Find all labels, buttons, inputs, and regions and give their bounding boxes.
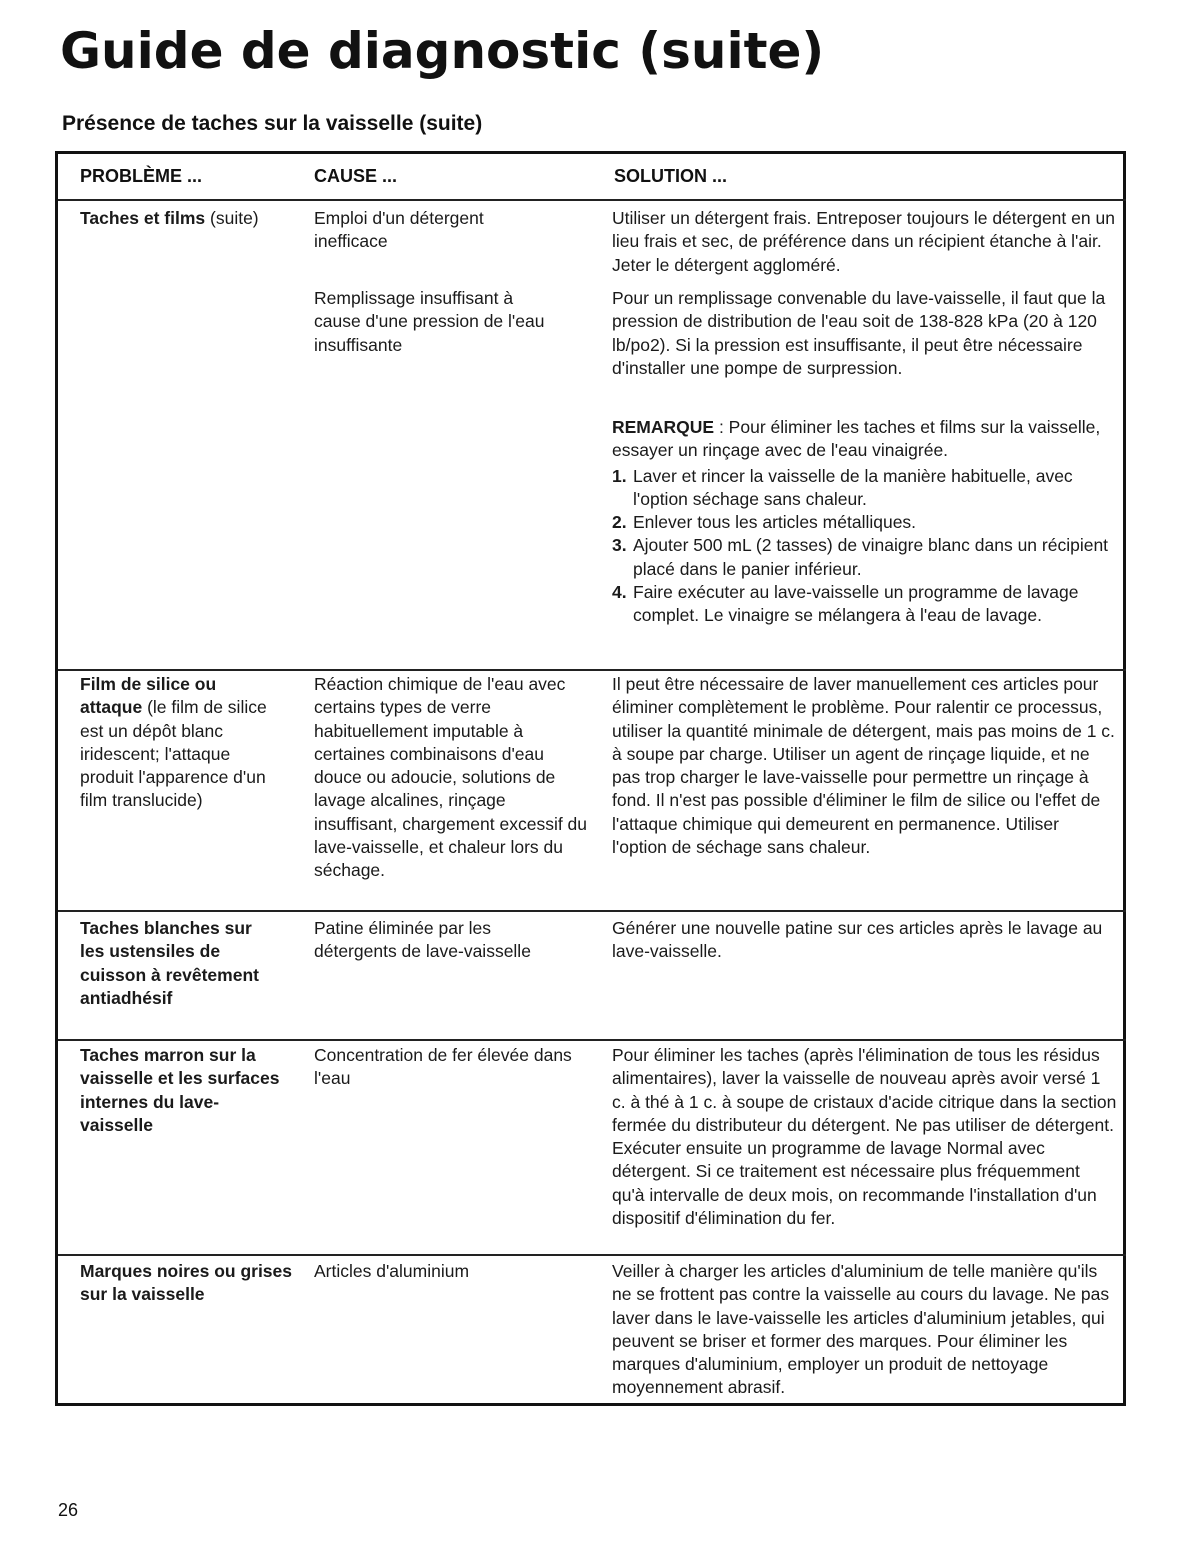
step-item [612, 511, 1117, 534]
step-item [612, 465, 1117, 512]
page-subtitle: Présence de taches sur la vaisselle (suite) [62, 112, 483, 135]
step-number: 3. [612, 535, 627, 556]
row1-solution-1: Utiliser un détergent frais. Entreposer toujours le détergent en un lieu frais et sec, de préférence dans un récipient étanche à l'air. Jeter le détergent aggloméré. [612, 208, 1115, 275]
row4-solution: Pour éliminer les taches (après l'élimination de tous les résidus alimentaires), laver la vaisselle de nouveau après avoir versé 1 c. à thé à 1 c. à soupe de cristaux d'acide citrique dans la section fermée du distributeur du détergent. Ne pas utiliser de détergent. Exécuter ensuite un programme de lavage Normal avec détergent. Si ce traitement est nécessaire plus fréquemment qu'à intervalle de deux mois, on recommande l'installation d'un dispositif d'élimination du fer. [612, 1045, 1117, 1229]
row1-solution-2: Pour un remplissage convenable du lave-vaisselle, il faut que la pression de distribution de l'eau soit de 138-828 kPa (20 à 120 lb/po2). Si la pression est insuffisante, il peut être nécessaire d'installer une pompe de surpression. [612, 288, 1106, 378]
step-text: Enlever tous les articles métalliques. [633, 512, 917, 533]
row1-problem [80, 207, 305, 230]
row3-cause: Patine éliminée par les détergents de lave-vaisselle [314, 918, 531, 962]
column-header-solution: SOLUTION ... [614, 166, 728, 186]
step-number: 2. [612, 512, 627, 533]
step-text: Ajouter 500 mL (2 tasses) de vinaigre blanc dans un récipient placé dans le panier inférieur. [633, 535, 1109, 579]
row-divider [58, 1039, 1126, 1041]
note-text: : Pour éliminer les taches et films sur la vaisselle, essayer un rinçage avec de l'eau vinaigrée. [612, 417, 1101, 461]
row2-cause: Réaction chimique de l'eau avec certains types de verre habituellement imputable à certaines combinaisons d'eau douce ou adoucie, solutions de lavage alcalines, rinçage insuffisant, chargement excessif du lave-vaisselle, et chaleur lors du séchage. [314, 674, 588, 881]
row1-cause-1: Emploi d'un détergent inefficace [314, 208, 484, 252]
step-number: 1. [612, 465, 627, 486]
row2-problem-title: Film de silice ou attaque [80, 674, 217, 718]
row1-problem-title: Taches et films [80, 208, 206, 228]
row2-problem-detail: (le film de silice est un dépôt blanc iridescent; l'attaque produit l'apparence d'un film translucide) [80, 697, 267, 811]
row3-problem: Taches blanches sur les ustensiles de cuisson à revêtement antiadhésif [80, 918, 259, 1008]
row2-solution: Il peut être nécessaire de laver manuellement ces articles pour éliminer complètement le problème. Pour ralentir ce processus, utiliser la quantité minimale de détergent, mais pas moins de 1 c. à soupe par charge. Utiliser un agent de rinçage liquide, et ne pas trop charger le lave-vaisselle pour permettre un rinçage à fond. Il n'est pas possible d'éliminer le film de silice ou l'effet de l'attaque chimique qui demeurent en permanence. Utiliser l'option de séchage sans chaleur. [612, 674, 1115, 858]
column-header-cause: CAUSE ... [314, 166, 398, 186]
step-text: Laver et rincer la vaisselle de la manière habituelle, avec l'option séchage sans chaleur. [633, 465, 1073, 509]
step-item [612, 534, 1117, 581]
row1-cause-2: Remplissage insuffisant à cause d'une pression de l'eau insuffisante [314, 288, 545, 355]
row1-note [612, 416, 1117, 628]
row5-cause: Articles d'aluminium [314, 1261, 470, 1281]
column-header-problem: PROBLÈME ... [80, 166, 203, 186]
row-divider [58, 669, 1126, 671]
row5-solution: Veiller à charger les articles d'aluminium de telle manière qu'ils ne se frottent pas contre la vaisselle au cours du lavage. Ne pas laver dans le lave-vaisselle les articles d'aluminium jetables, qui peuvent se briser et former des marques. Pour éliminer les marques d'aluminium, employer un produit de nettoyage moyennement abrasif. [612, 1261, 1110, 1398]
step-text: Faire exécuter au lave-vaisselle un programme de lavage complet. Le vinaigre se mélangera à l'eau de lavage. [633, 582, 1079, 626]
header-divider [58, 199, 1126, 201]
page-number: 26 [58, 1500, 79, 1520]
row-divider [58, 1254, 1126, 1256]
step-number: 4. [612, 582, 627, 603]
row4-cause: Concentration de fer élevée dans l'eau [314, 1045, 572, 1089]
row5-problem: Marques noires ou grises sur la vaisselle [80, 1261, 293, 1305]
row2-problem [80, 673, 270, 813]
step-item [612, 581, 1117, 628]
row-divider [58, 910, 1126, 912]
row1-problem-suffix: (suite) [205, 208, 259, 228]
row3-solution: Générer une nouvelle patine sur ces articles après le lavage au lave-vaisselle. [612, 918, 1103, 962]
note-label: REMARQUE [612, 417, 715, 437]
page-title: Guide de diagnostic (suite) [60, 22, 825, 80]
row4-problem: Taches marron sur la vaisselle et les surfaces internes du lave-vaisselle [80, 1045, 280, 1135]
